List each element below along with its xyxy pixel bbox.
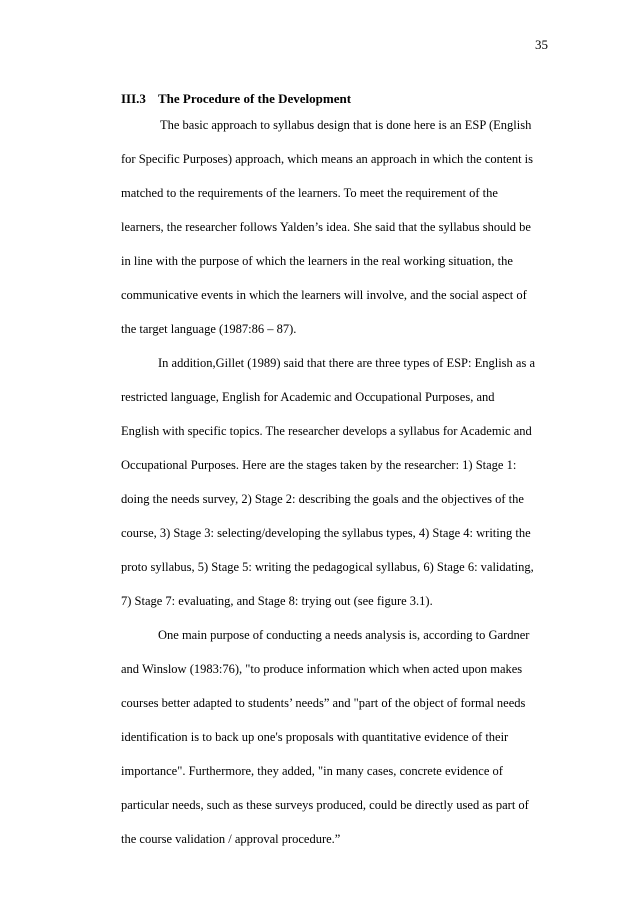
text-line: The basic approach to syllabus design that is done here is an ESP (English — [160, 118, 532, 132]
paragraph — [121, 117, 551, 355]
text-line: the course validation / approval procedure.” — [121, 832, 341, 846]
paragraph — [121, 627, 551, 865]
text-line: the target language (1987:86 – 87). — [121, 322, 297, 336]
text-line: identification is to back up one's proposals with quantitative evidence of their — [121, 730, 509, 744]
paragraph — [121, 355, 551, 627]
text-line: proto syllabus, 5) Stage 5: writing the pedagogical syllabus, 6) Stage 6: validating, — [121, 560, 534, 574]
text-line: Occupational Purposes. Here are the stages taken by the researcher: 1) Stage 1: — [121, 458, 517, 472]
section-title: The Procedure of the Development — [158, 91, 352, 106]
text-line: course, 3) Stage 3: selecting/developing the syllabus types, 4) Stage 4: writing the — [121, 526, 531, 540]
text-line: matched to the requirements of the learners. To meet the requirement of the — [121, 186, 498, 200]
text-line: courses better adapted to students’ needs” and "part of the object of formal needs — [121, 696, 526, 710]
text-line: restricted language, English for Academic and Occupational Purposes, and — [121, 390, 495, 404]
page-number: 35 — [535, 37, 548, 52]
text-line: communicative events in which the learners will involve, and the social aspect of — [121, 288, 527, 302]
text-line: importance". Furthermore, they added, "in many cases, concrete evidence of — [121, 764, 503, 778]
body-text — [121, 117, 551, 865]
text-line: English with specific topics. The researcher develops a syllabus for Academic and — [121, 424, 532, 438]
text-line: One main purpose of conducting a needs analysis is, according to Gardner — [158, 628, 530, 642]
text-line: In addition,Gillet (1989) said that there are three types of ESP: English as a — [158, 356, 535, 370]
text-line: doing the needs survey, 2) Stage 2: describing the goals and the objectives of the — [121, 492, 524, 506]
section-heading — [121, 91, 351, 107]
text-line: 7) Stage 7: evaluating, and Stage 8: trying out (see figure 3.1). — [121, 594, 433, 608]
text-line: for Specific Purposes) approach, which means an approach in which the content is — [121, 152, 534, 166]
section-number: III.3 — [121, 91, 146, 106]
text-line: learners, the researcher follows Yalden’s idea. She said that the syllabus should be — [121, 220, 531, 234]
text-line: and Winslow (1983:76), "to produce information which when acted upon makes — [121, 662, 523, 676]
text-line: particular needs, such as these surveys produced, could be directly used as part of — [121, 798, 529, 812]
text-line: in line with the purpose of which the learners in the real working situation, the — [121, 254, 513, 268]
